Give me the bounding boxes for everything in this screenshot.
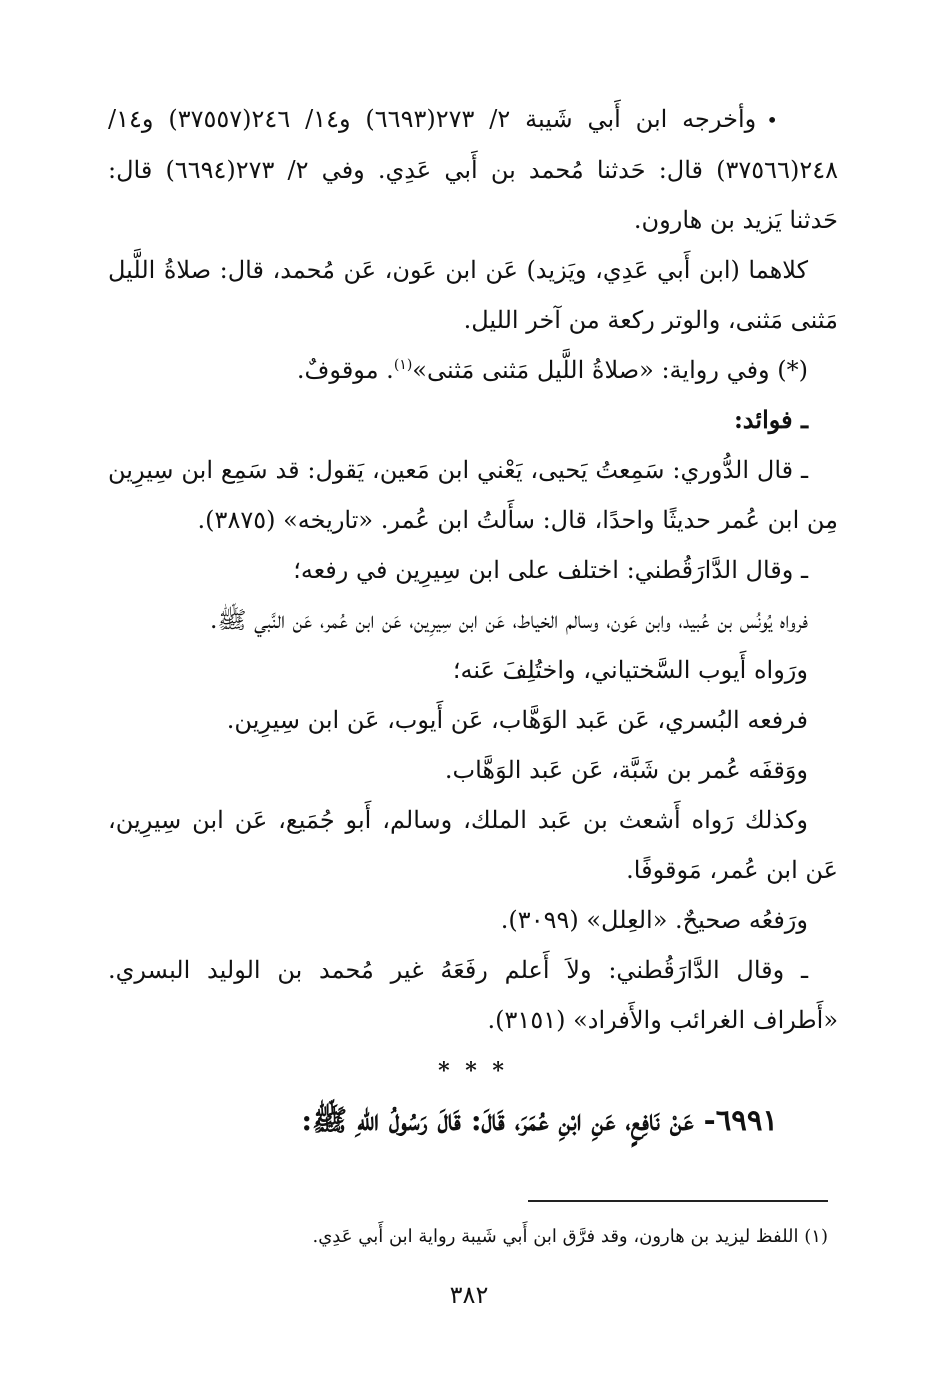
paragraph-busri-raf: فرفعه البُسري، عَن عَبد الوَهَّاب، عَن أَيوب، عَن ابن سِيرِين.: [226, 706, 808, 734]
paragraph-takhrij: [108, 94, 838, 245]
main-text-block: [108, 94, 838, 1149]
section-heading-fawaid: ـ فوائد:: [733, 405, 808, 434]
footnote-1: (١) اللفظ ليزيد بن هارون، وقد فرَّق ابن أَبي شَيبة رواية ابن أَبي عَدِي.: [312, 1226, 828, 1247]
footnote-reference[interactable]: (١): [393, 357, 413, 373]
paragraph-umar-waqf: ووَقفَه عُمر بن شَبَّة، عَن عَبد الوَهَّاب.: [444, 756, 808, 784]
footnote-divider: [528, 1200, 828, 1202]
bullet-icon: •: [766, 108, 778, 132]
hadith-heading: ٦٩٩١- عَنْ نَافِعٍ، عَنِ ابْنِ عُمَرَ، قَالَ: قَالَ رَسُولُ اللهِ ﷺ:: [301, 1103, 778, 1137]
paragraph-duri: ـ قال الدُّوري: سَمِعتُ يَحيى، يَعْني ابن مَعين، يَقول: قد سَمِع ابن سِيرِين مِن ابن عُمر حديثًا واحدًا، قال: سأَلتُ ابن عُمر. «تاريخه» (٣٨٧٥).: [108, 456, 838, 534]
paragraph-variant-narration: [108, 345, 838, 395]
paragraph-ilal-ruling: ورَفعُه صحيحٌ. «العِلل» (٣٠٩٩).: [500, 906, 808, 934]
page-number: ٣٨٢: [449, 1281, 489, 1309]
variant-narration-text: (*) وفي رواية: «صلاةُ اللَّيل مَثنى مَثنى»: [412, 356, 808, 384]
section-separator: * * *: [438, 1058, 508, 1084]
paragraph-both-narrators: كلاهما (ابن أَبي عَدِي، ويَزيد) عَن ابن عَون، عَن مُحمد، قال: صلاةُ اللَّيل مَثنى مَثنى، والوتر ركعة من آخر الليل.: [108, 256, 838, 334]
variant-narration-tail: . موقوفٌ.: [296, 356, 394, 384]
paragraph-ashath-narration: وكذلك رَواه أَشعث بن عَبد الملك، وسالم، أَبو جُمَيع، عَن ابن سِيرِين، عَن ابن عُمر، مَوقوفًا.: [108, 806, 838, 884]
paragraph-takhrij-text: وأخرجه ابن أَبي شَيبة ٢/ ٢٧٣(٦٦٩٣) و١٤/ ٢٤٦(٣٧٥٥٧) و١٤/ ٢٤٨(٣٧٥٦٦) قال: حَدثنا مُحمد بن أَبي عَدِي. وفي ٢/ ٢٧٣(٦٦٩٤) قال: حَدثنا يَزيد بن هارون.: [108, 105, 838, 234]
paragraph-daraqutni-atraf: ـ وقال الدَّارَقُطني: ولاَ أَعلم رفَعَهُ غير مُحمد بن الوليد البسري. «أَطراف الغرائب والأَفراد» (٣١٥١).: [108, 956, 838, 1034]
paragraph-daraqutni-ilal-intro: ـ وقال الدَّارَقُطني: اختلف على ابن سِيرِين في رفعه؛: [293, 556, 808, 584]
paragraph-yunus-narration: فرواه يُونُس بن عُبيد، وابن عَون، وسالم الخياط، عَن ابن سِيرِين، عَن ابن عُمر، عَن النَّبي ﷺ.: [209, 606, 808, 634]
paragraph-ayyub-narration: ورَواه أَيوب السَّختياني، واختُلِفَ عَنه؛: [452, 656, 808, 684]
